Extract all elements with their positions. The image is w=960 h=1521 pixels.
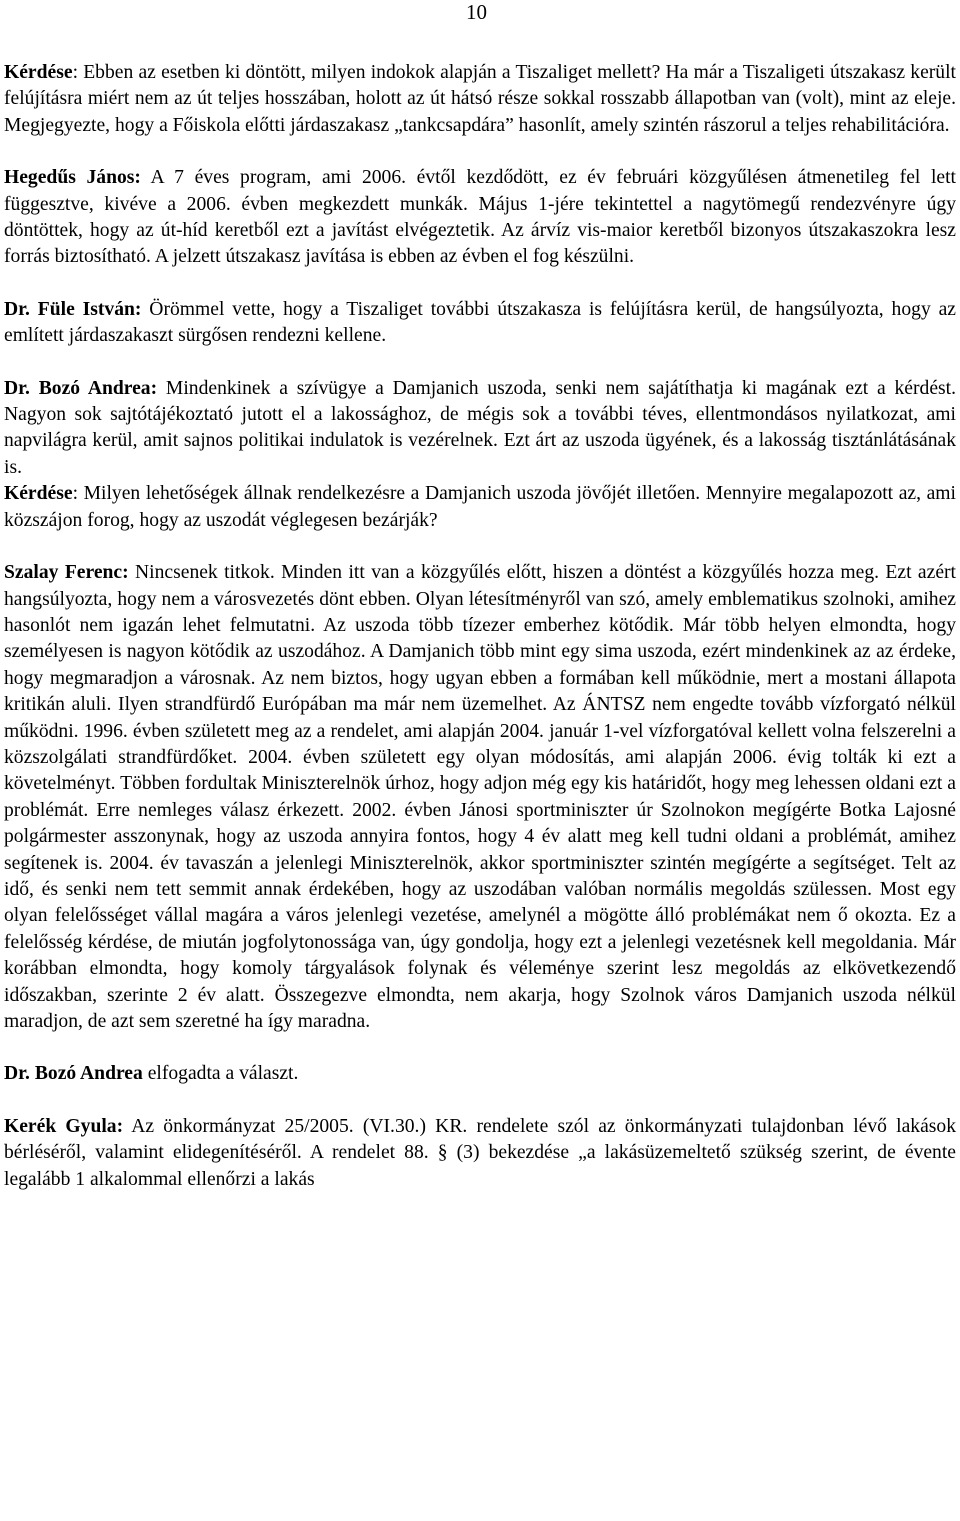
speaker-label: Dr. Füle István: — [4, 298, 142, 320]
paragraph-szalay-ferenc — [4, 560, 956, 1035]
speaker-label: Dr. Bozó Andrea: — [4, 377, 158, 399]
speaker-label: Dr. Bozó Andrea — [4, 1063, 143, 1085]
speaker-label: Kerék Gyula: — [4, 1115, 124, 1137]
paragraph-bozo-andrea — [4, 376, 956, 482]
speaker-label: Kérdése — [4, 62, 73, 83]
paragraph-text: elfogadta a választ. — [142, 1063, 299, 1085]
paragraph-text: Nincsenek titkok. Minden itt van a közgyűlés előtt, hiszen a döntést a közgyűlés hozza meg. Ezt azért hangsúlyozta, hogy nem a városvezetés dönt ebben. Olyan létesítményről van szó, amely emblematikus szolnoki, amihez hasonlót nem igazán lehet felmutatni. Az uszoda több tízezer emberhez kötődik. Már több helyen elmondta, hogy személyesen is nagyon kötődik az uszodához. A Damjanich több mint egy sima uszoda, ezért mindenkinek az az érdeke, hogy megmaradjon a városnak. Az nem biztos, hogy ugyan ebben a formában kell működnie, mert a mostani állapota kritikán aluli. Ilyen strandfürdő Európában ma már nem üzemelhet. Az ÁNTSZ nem engedte tovább vízforgató nélkül működni. 1996. évben született meg az a rendelet, ami alapján 2004. január 1-vel vízforgatóval kellett volna felszerelni a közszolgálati strandfürdőket. 2004. évben született egy olyan módosítás, ami alapján 2006. évig tolták ki ezt a követelményt. Többen fordultak Miniszterelnök úrhoz, hogy adjon még egy kis határidőt, hogy meg lehessen oldani ezt a problémát. Erre nemleges válasz érkezett. 2002. évben Jánosi sportminiszter úr Szolnokon megígérte Botka Lajosné polgármester asszonynak, hogy az uszoda annyira fontos, hogy 4 év alatt meg kell tudni oldani a problémát, amihez segítenek is. 2004. év tavaszán a jelenlegi Miniszterelnök, akkor sportminiszter szintén megígérte a segítséget. Telt az idő, és senki nem tett semmit annak érdekében, hogy az uszodában valóban normális megoldás szülessen. Most egy olyan felelősséget vállal magára a város jelenlegi vezetése, amelynél a mögötte álló problémákat nem ő okozta. Ez a felelősség kérdése, de miután jogfolytonossága van, úgy gondolja, hogy ezt a jelenlegi vezetésnek kell megoldania. Már korábban elmondta, hogy komoly tárgyalások folynak és véleménye szerint lesz megoldás az elkövetkezendő időszakban, szerinte 2 év alatt. Összegezve elmondta, nem akarja, hogy Szolnok város Damjanich uszoda nélkül maradjon, de azt sem szeretné ha így maradna. — [4, 562, 956, 1032]
page-number: 10 — [466, 0, 487, 24]
paragraph-bozo-andrea-accepts — [4, 1061, 956, 1087]
speaker-label: Hegedűs János: — [4, 167, 141, 189]
document-body — [4, 60, 956, 1193]
paragraph-question-1 — [4, 60, 956, 139]
paragraph-text: Ebben az esetben ki döntött, milyen indokok alapján a Tiszaliget mellett? Ha már a Tiszaligeti útszakasz került felújításra miért nem az út teljes hosszában, holott az út hátsó része sokkal rosszabb állapotban van (volt), mint az eleje. Megjegyezte, hogy a Főiskola előtti járdaszakasz „tankcsapdára” hasonlít, amely szintén rászorul a teljes rehabilitációra. — [4, 62, 956, 136]
paragraph-text: Az önkormányzat 25/2005. (VI.30.) KR. rendelete szól az önkormányzati tulajdonban lévő lakások bérléséről, valamint elidegenítéséről. A rendelet 88. § (3) bekezdése „a lakásüzemeltető szükség szerint, de évente legalább 1 alkalommal ellenőrzi a lakás — [4, 1115, 956, 1190]
speaker-label: Kérdése — [4, 483, 73, 505]
speaker-separator: : — [72, 62, 79, 83]
paragraph-fule-istvan — [4, 297, 956, 350]
paragraph-text: Örömmel vette, hogy a Tiszaliget további útszakasza is felújításra kerül, de hangsúlyozta, hogy az említett járdaszakaszt sürgősen rendezni kellene. — [4, 298, 956, 347]
paragraph-kerek-gyula — [4, 1114, 956, 1193]
paragraph-text: A 7 éves program, ami 2006. évtől kezdődött, ez év februári közgyűlésen átmenetileg fel lett függesztve, kivéve a 2006. évben megkezdett munkák. Május 1-jére tekintettel a nagytömegű rendezvényre úgy döntöttek, hogy az út-híd keretből ezt a javítást elvégeztetik. Az árvíz vis-maior keretből bizonyos útszakaszokra lesz forrás biztosítható. A jelzett útszakasz javítása is ebben az évben el fog készülni. — [4, 167, 956, 268]
paragraph-hegedus-janos — [4, 165, 956, 271]
paragraph-question-2 — [4, 481, 956, 534]
speaker-label: Szalay Ferenc: — [4, 562, 129, 584]
paragraph-text: Milyen lehetőségek állnak rendelkezésre a Damjanich uszoda jövőjét illetően. Mennyire megalapozott az, ami közszájon forog, hogy az uszodát véglegesen bezárják? — [4, 483, 956, 531]
paragraph-text: Mindenkinek a szívügye a Damjanich uszoda, senki nem sajátíthatja ki magának ezt a kérdést. Nagyon sok sajtótájékoztató jutott el a lakossághoz, de mégis sok a további téves, ellentmondásos nyilatkozat, ami napvilágra kerül, amit sajnos politikai indulatok is vezérelnek. Ezt árt az uszoda ügyének, és a lakosság tisztánlátásának is. — [4, 377, 956, 478]
speaker-separator: : — [72, 483, 79, 505]
